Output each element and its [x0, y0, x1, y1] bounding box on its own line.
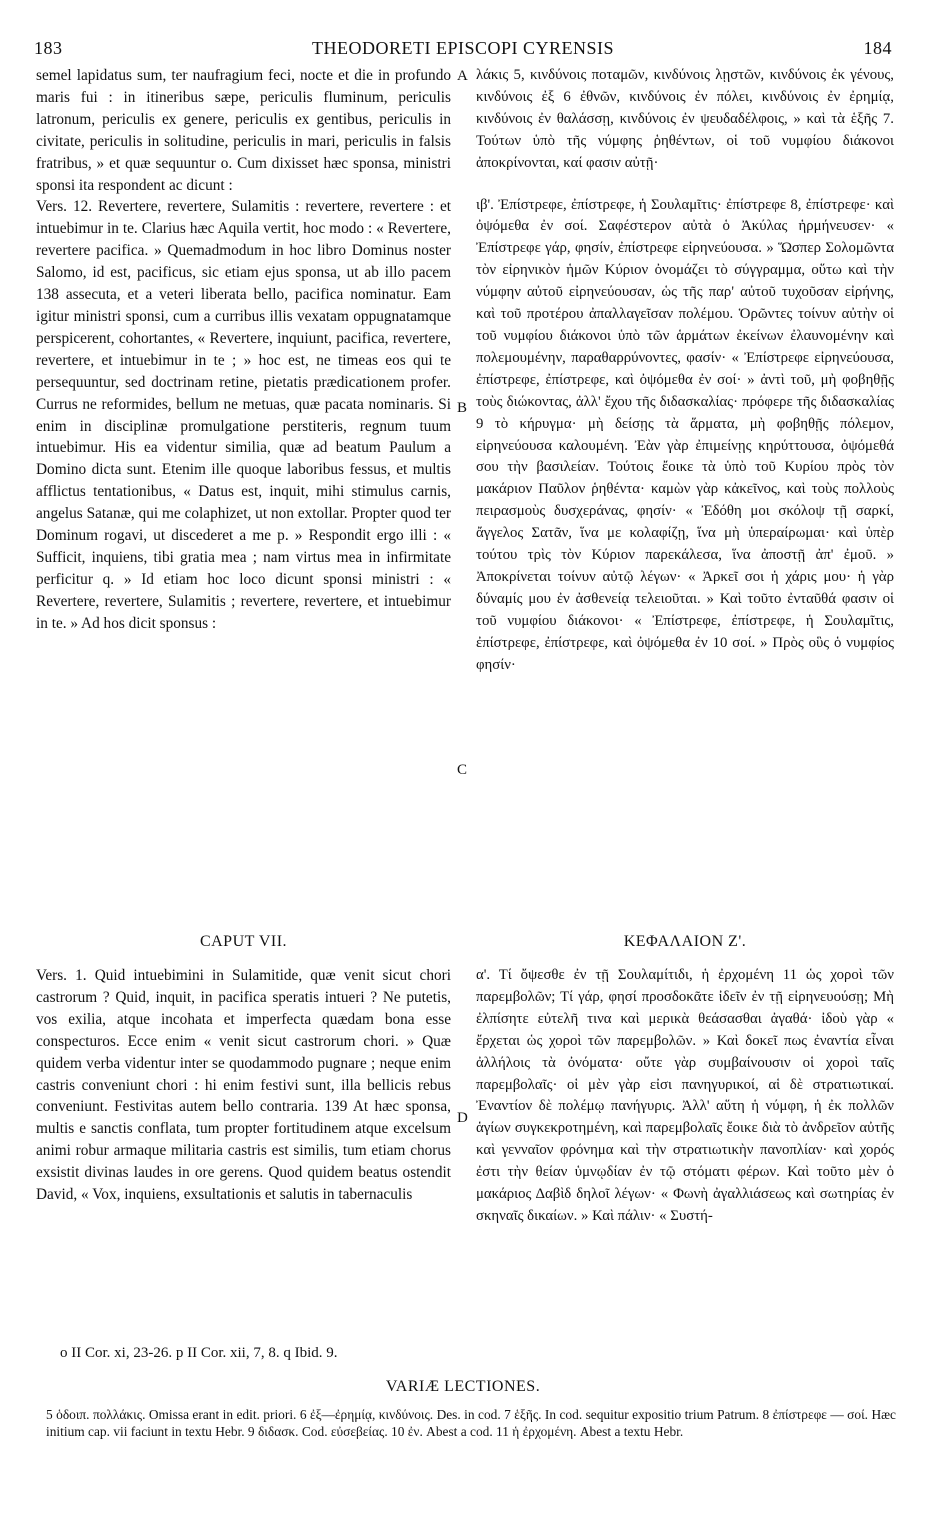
latin-column-top — [36, 65, 451, 635]
greek-paragraph-2: ιβ'. Ἐπίστρεφε, ἐπίστρεφε, ἡ Σουλαμῖτις· ἐπίστρεφε 8, ἐπίστρεφε· καὶ ὀψόμεθα ἐν σοί. Σαφέστερον αὐτὰ ὁ Ἀκύλας ἡρμήνευσεν· « Ἐπίστρεφε γάρ, φησίν, ἐπίστρεφε εἰρηνεύουσα. » Ὥσπερ Σολομῶντα τὸν εἰρηνικὸν ἡμῶν Κύριον ὀνομάζει τὸ σύγγραμμα, οὕτω καὶ τὴν νύμφην αὐτοῦ εἰρηνεύουσαν, ὡς τῆς παρ' αὐτοῦ τυχοῦσαν εἰρήνης, καὶ τοῦ προτέρου ἀπαλλαγεῖσαν πολέμου. Ὁρῶντες τοίνυν αὐτὴν οἱ τοῦ νυμφίου διάκονοι ὑπὸ τῶν ἁρμάτων ἐκείνων ἐλαυνομένην καὶ πολεμουμένην, παραθαρρύνοντες, φασίν· « Ἐπίστρεφε εἰρηνεύουσα, ἐπίστρεφε, ἐπίστρεφε, καὶ ὀψόμεθα ἐν σοί· » ἀντὶ τοῦ, μὴ φοβηθῇς τοὺς διώκοντας, ἀλλ' ἔχου τῆς διδασκαλίας· πρόφερε τῆς διδασκαλίας 9 τὸ κήρυγμα· μὴ δείσῃς τὰ ἅρματα, μὴ φοβηθῇς πόλεμον, εἰρηνεύουσα καλουμένη. Ἐὰν γὰρ ἐπιμείνῃς κηρύττουσα, ὀψόμεθά σου τὴν βασιλείαν. Τούτοις ἔοικε τὰ ὑπὸ τοῦ Κυρίου πρὸς τὸν μακάριον Παῦλον ῥηθέντα· καμὼν γὰρ κἀκεῖνος, καὶ τοὺς πολλοὺς πειρασμοὺς δυσχεράνας, φησίν· « Ἐδόθη μοι σκόλοψ τῇ σαρκί, ἄγγελος Σατᾶν, ἵνα με κολαφίζῃ, ἵνα μὴ ὑπεραίρωμαι· καὶ ὑπὲρ τούτου τρὶς τὸν Κύριον παρεκάλεσα, ἵνα ἀποστῇ ἀπ' ἐμοῦ. » Ἀποκρίνεται τοίνυν αὐτῷ λέγων· « Ἀρκεῖ σοι ἡ χάρις μου· ἡ γὰρ δύναμίς μου ἐν ἀσθενείᾳ τελειοῦται. » Καὶ τοῦτο ἐνταῦθά φασιν οἱ τοῦ νυμφίου διάκονοι· « Ἐπίστρεφε, ἐπίστρεφε, ἡ Σουλαμῖτις, ἐπίστρεφε, ἐπίστρεφε, καὶ ὀψόμεθα ἐν 10 σοί. » Πρὸς οὓς ὁ νυμφίος φησίν· — [476, 196, 894, 673]
page-number-left: 183 — [34, 38, 63, 58]
margin-letter-c: C — [457, 762, 468, 778]
variae-lectiones-title: VARIÆ LECTIONES. — [385, 1378, 541, 1395]
chapter-heading-greek: ΚΕΦΑΛΑΙΟΝ Ζ'. — [623, 933, 747, 950]
running-title: THEODORETI EPISCOPI CYRENSIS — [311, 38, 615, 58]
latin-paragraph-3: Vers. 1. Quid intuebimini in Sulamitide, quæ venit sicut chori castrorum ? Quid, inquit, in pacifica speratis intueri ? Ne putetis, vos exilia, atque incohata et imperfecta quædam bona esse conspecturos. Ecce enim « venit sicut castrorum chori. » Quæ quidem verba videntur inter se quodammodo pugnare ; neque enim castris conveniunt chori : hi enim festivi sunt, illa bellicis rebus conveniunt. Festivitas autem bello contraria. 139 At hæc sponsa, multis e sanctis conflata, tum propter fortitudinem atque excelsum animi robur armaque militaria castris est similis, tum etiam chorus exsistit divinas laudes in ore gerens. Quod quidem beatus ostendit David, « Vox, inquiens, exsultationis et salutis in tabernaculis — [36, 967, 451, 1204]
page-number-right: 184 — [863, 38, 892, 58]
margin-letter-d: D — [457, 1110, 468, 1126]
running-header — [34, 38, 892, 62]
greek-column-top — [476, 65, 894, 676]
latin-paragraph-1: semel lapidatus sum, ter naufragium feci, nocte et die in profundo maris fui : in itineribus sæpe, periculis fluminum, periculis latronum, periculis ex genere, periculis ex gentibus, periculis in civitate, periculis in solitudine, periculis in mari, periculis in falsis fratribus, » et quæ sequuntur o. Cum dixisset hæc sponsa, ministri sponsi ita respondent ac dicunt : — [36, 67, 451, 194]
variae-lectiones-notes: 5 ὁδοιπ. πολλάκις. Omissa erant in edit. priori. 6 ἐξ—ἐρημίᾳ, κινδύνοις. Des. in cod. 7 ἑξῆς. In cod. sequitur expositio trium Patrum. 8 ἐπίστρεφε — σοί. Hæc initium cap. vii faciunt in textu Hebr. 9 διδασκ. Cod. εὐσεβείας. 10 ἐν. Abest a cod. 11 ἡ ἐρχομένη. Abest a textu Hebr. — [46, 1407, 896, 1439]
greek-column-bottom — [476, 965, 894, 1228]
greek-paragraph-3: α'. Τί ὄψεσθε ἐν τῇ Σουλαμίτιδι, ἡ ἐρχομένη 11 ὡς χοροὶ τῶν παρεμβολῶν; Τί γάρ, φησί προσδοκᾶτε ἰδεῖν ἐν τῇ εἰρηνευούσῃ; Μὴ ἐλπίσητε εὐτελῆ τινα καὶ μερικὰ θεάσασθαι ἀγαθά· ἰδοὺ γὰρ « ἔρχεται ὡς χοροὶ τῶν παρεμβολῶν. » Καὶ δοκεῖ πως ἐναντία εἶναι ἀλλήλοις τὰ ὀνόματα· οὔτε γὰρ συμβαίνουσιν οἱ χοροὶ ταῖς παρεμβολαῖς· οἱ μὲν γὰρ εἰσι πανηγυρικοί, αἱ δὲ στρατιωτικαί. Ἐναντίον δὲ πολέμῳ πανήγυρις. Ἀλλ' αὕτη ἡ νύμφη, ἡ ἐκ πολλῶν ἁγίων συγκεκροτημένη, καὶ παρεμβολαῖς ἔοικε διὰ τὸ ἀνδρεῖον αὐτῆς καὶ γενναῖον φρόνημα καὶ τὴν στρατιωτικὴν πανοπλίαν· καὶ χορός ἐστι τὴν θείαν ὑμνῳδίαν ἐν τῷ στόματι φέρων. Καὶ τοῦτο μὲν ὁ μακάριος Δαβὶδ δηλοῖ λέγων· « Φωνὴ ἀγαλλιάσεως καὶ σωτηρίας ἐν σκηναῖς δικαίων. » Καὶ πάλιν· « Συστή- — [476, 967, 894, 1224]
scripture-footnotes: o II Cor. xi, 23-26. p II Cor. xii, 7, 8. q Ibid. 9. — [60, 1345, 338, 1361]
latin-column-bottom — [36, 965, 451, 1206]
margin-letter-a: A — [457, 68, 468, 84]
margin-letter-b: B — [457, 400, 468, 416]
chapter-heading-latin: CAPUT VII. — [199, 933, 288, 950]
latin-paragraph-2: Vers. 12. Revertere, revertere, Sulamitis : revertere, revertere : et intuebimur in te. Clarius hæc Aquila vertit, hoc modo : « Revertere, revertere pacifica. » Quemadmodum in hoc libro Dominus noster Salomo, id est, pacificus, sic etiam ejus sponsa, ut ab illo pacem 138 assecuta, et a veteri liberata bello, pacifica nominatur. Eam igitur ministri sponsi, cum a curribus illis vexatam oppugnatamque perspicerent, cohortantes, « Revertere, inquiunt, pacifica, revertere, revertere, et intuebimur in te ; » hoc est, ne timeas eos qui te persequuntur, sed doctrinam retine, pietatis prædicationem profer. Currus ne reformides, bellum ne metuas, quæ pacata nominaris. Si enim in disciplinæ promulgatione perstiteris, regnum tuum intuebimur. His ea videntur similia, quæ ad beatum Paulum a Domino dicta sunt. Etenim ille quoque laboribus fessus, et multis afflictus tentationibus, « Datus est, inquit, mihi stimulus carnis, angelus Satanæ, qui me colaphizet, ut non extollar. Propter quod ter Dominum rogavi, ut discederet a me p. » Respondit ergo illi : « Sufficit, inquiens, tibi gratia mea ; nam virtus mea in infirmitate perficitur q. » Id etiam hoc loco dicunt sponsi ministri : « Revertere, revertere, Sulamitis ; revertere, revertere, et intuebimur in te. » Ad hos dicit sponsus : — [36, 198, 451, 632]
greek-paragraph-1: λάκις 5, κινδύνοις ποταμῶν, κινδύνοις λῃστῶν, κινδύνοις ἐκ γένους, κινδύνοις ἐξ 6 ἐθνῶν, κινδύνοις ἐν πόλει, κινδύνοις ἐν ἐρημίᾳ, κινδύνοις ἐν θαλάσσῃ, κινδύνοις ἐν ψευδαδέλφοις, » καὶ τὰ ἑξῆς 7. Τούτων ὑπὸ τῆς νύμφης ῥηθέντων, οἱ τοῦ νυμφίου διάκονοι ἀποκρίνονται, καί φασιν αὐτῇ· — [476, 67, 894, 171]
